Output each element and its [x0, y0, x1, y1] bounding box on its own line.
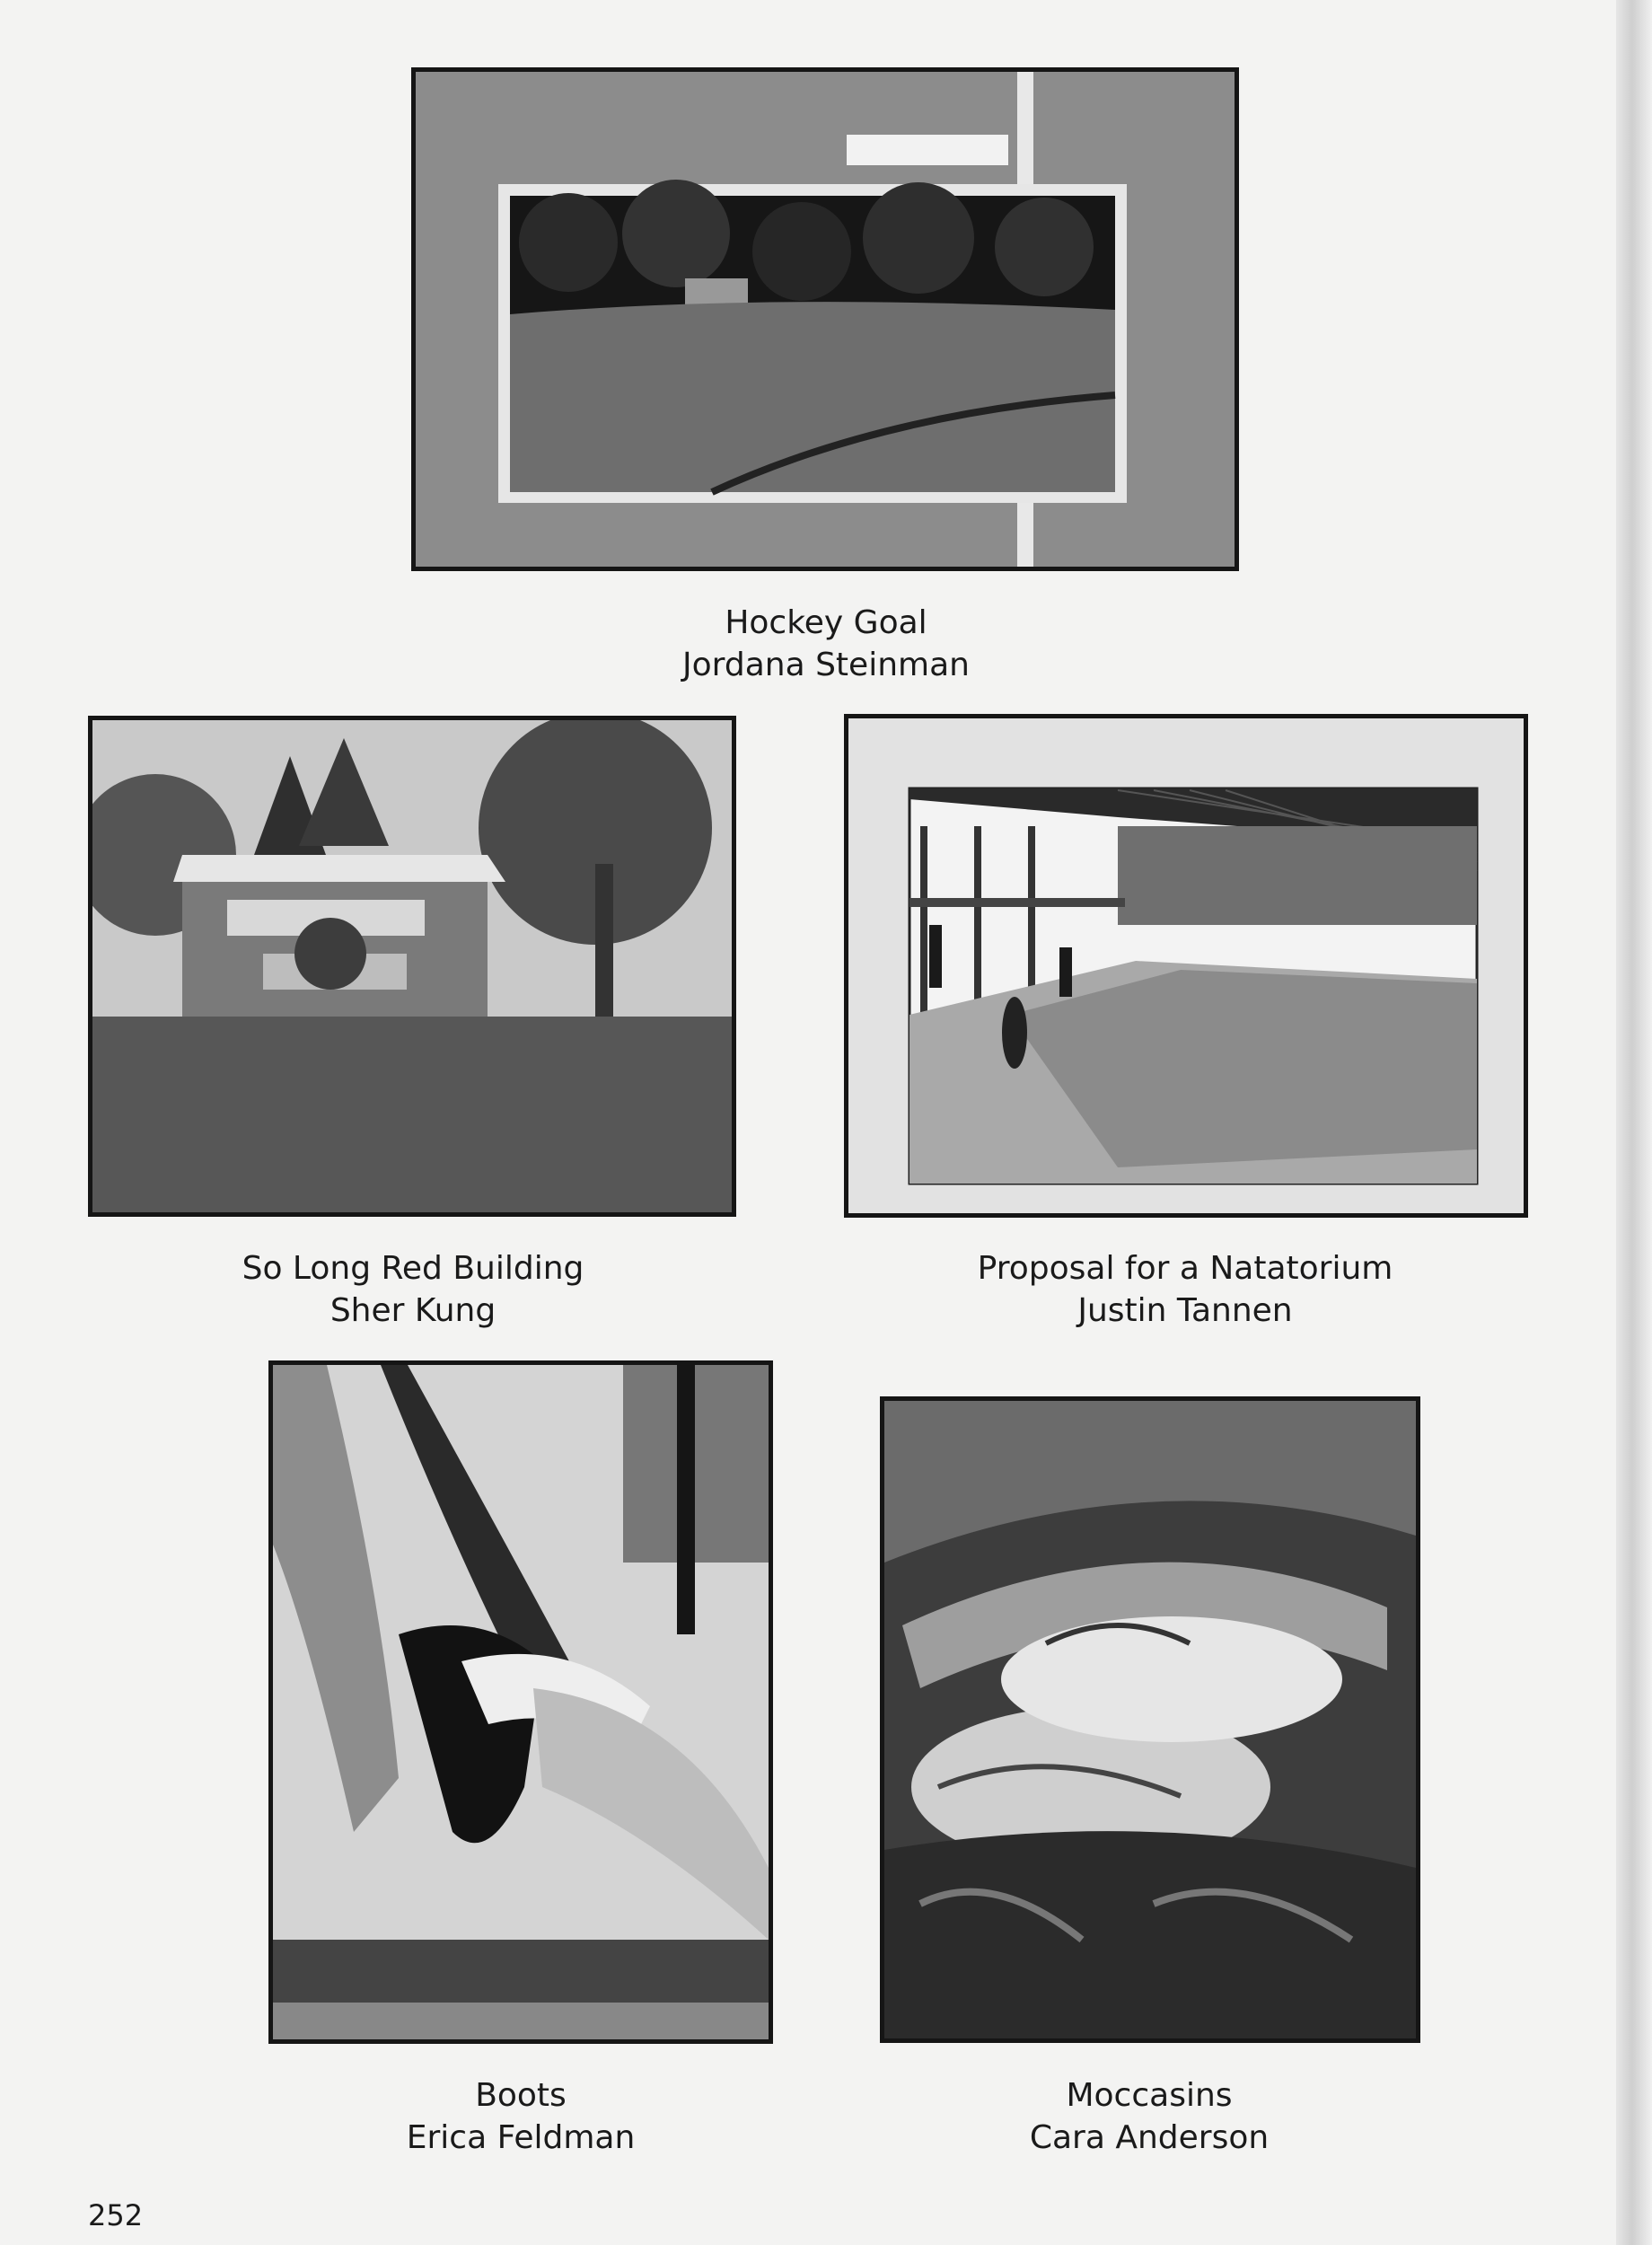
artwork-artist: Justin Tannen — [1077, 1292, 1293, 1329]
artwork-title: So Long Red Building — [242, 1250, 584, 1287]
caption-proposal-for-a-natatorium — [916, 1247, 1454, 1332]
caption-so-long-red-building — [144, 1247, 682, 1332]
artwork-title: Moccasins — [1066, 2077, 1233, 2114]
artwork-image-moccasins — [880, 1396, 1420, 2043]
artwork-artist: Cara Anderson — [1029, 2119, 1270, 2156]
page-number: 252 — [88, 2198, 144, 2232]
artwork-image-boots — [268, 1360, 773, 2044]
caption-boots — [251, 2074, 790, 2159]
artwork-artist: Erica Feldman — [406, 2119, 636, 2156]
artwork-artist: Jordana Steinman — [682, 647, 970, 683]
caption-hockey-goal — [557, 602, 1095, 686]
artwork-image-so-long-red-building — [88, 716, 736, 1217]
artwork-artist: Sher Kung — [330, 1292, 496, 1329]
page-binding-edge — [1616, 0, 1652, 2245]
artwork-image-hockey-goal — [411, 67, 1239, 571]
caption-moccasins — [880, 2074, 1419, 2159]
artwork-image-proposal-for-a-natatorium — [844, 714, 1528, 1218]
artwork-title: Hockey Goal — [725, 604, 927, 641]
artwork-title: Boots — [475, 2077, 567, 2114]
artwork-title: Proposal for a Natatorium — [977, 1250, 1393, 1287]
